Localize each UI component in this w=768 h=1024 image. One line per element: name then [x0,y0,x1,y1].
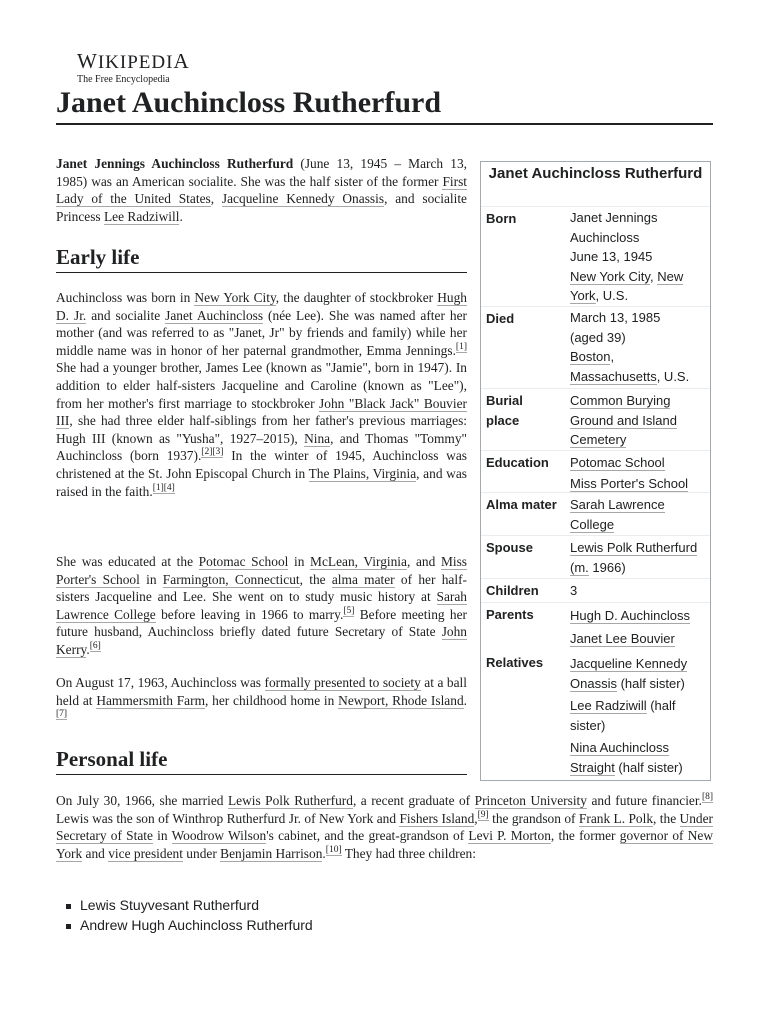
infobox-value [570,391,708,450]
infobox-label: Died [486,311,515,326]
infobox [480,161,711,781]
intro-text: , [210,191,222,207]
infobox-value [570,606,708,648]
link-miss-porters-school[interactable]: Miss Porter's School [570,475,689,491]
link-john-kerry[interactable]: John Kerry [56,624,467,657]
infobox-value [570,453,708,493]
logo-wordmark: WIKIPEDIA [77,49,190,73]
link-boston[interactable]: Boston [570,349,611,364]
link-farmington-connecticut[interactable]: Farmington, Connecticut [162,571,300,587]
personal-life-paragraph-1: On July 30, 1966, she married Lewis Polk Rutherfurd, a recent graduate of Princeton University and future financier.[8] Lewis was the son of Winthrop Rutherfurd Jr. of New York and Fishers Island,[9] the grandson of Frank L. Polk, the Under Secretary of State in Woodrow Wilson's cabinet, and the great-grandson of Levi P. Morton, the former governor of New York and vice president under Benjamin Harrison.[10] They had three children: [56,792,714,861]
link-massachusetts[interactable]: Massachusetts [570,368,657,384]
infobox-label: Alma mater [486,497,557,512]
died-age: (aged 39) [570,329,626,345]
subject-name: Janet Jennings Auchincloss Rutherfurd [56,156,294,171]
link-mclean-virginia[interactable]: McLean, Virginia [310,554,407,569]
infobox-value: 3 [570,583,578,598]
list-item: Andrew Hugh Auchincloss Rutherfurd [80,917,313,933]
link-frank-l-polk[interactable]: Frank L. Polk [578,810,654,826]
link-alma-mater[interactable]: alma mater [331,571,395,587]
section-divider [56,272,467,273]
infobox-value: March 13, 1985 (aged 39) Boston, Massachusetts, U.S. [570,308,708,386]
link-lee-radziwill[interactable]: Lee Radziwill [103,208,180,224]
ref-link[interactable]: [10] [325,844,342,855]
link-nina-auchincloss-straight[interactable]: Nina Auchincloss Straight [570,740,669,775]
link-nina[interactable]: Nina [304,430,331,446]
page-title: Janet Auchincloss Rutherfurd [56,86,442,119]
link-governor-of-new-york[interactable]: governor of New York [56,828,713,861]
infobox-value: Jacqueline Kennedy Onassis (half sister) Lee Radziwill (half sister) Nina Auchincloss Straight (half sister) [570,656,688,775]
link-married-abbr[interactable]: (m. [570,559,589,575]
link-miss-porters-school[interactable]: Miss Porter's School [56,554,467,587]
link-princeton-university[interactable]: Princeton University [474,793,587,808]
link-under-secretary-of-state[interactable]: Under Secretary of State [56,810,713,844]
infobox-row-children [481,578,710,598]
infobox-row-alma-mater [481,492,710,532]
section-heading-early-life: Early life [56,245,140,269]
infobox-row-spouse [481,535,710,575]
ref-link[interactable]: [7] [56,709,68,720]
infobox-row-parents [481,602,710,646]
link-lewis-polk-rutherfurd[interactable]: Lewis Polk Rutherfurd [227,793,353,808]
intro-text: . [179,208,183,224]
infobox-value: Lewis Polk Rutherfurd (m. 1966) [570,540,698,575]
link-levi-p-morton[interactable]: Levi P. Morton [468,828,551,844]
infobox-value: Janet Jennings Auchincloss June 13, 1945 New York City, New York, U.S. [570,208,708,306]
born-date: June 13, 1945 [570,249,653,264]
link-lewis-polk-rutherfurd[interactable]: Lewis Polk Rutherfurd [570,540,698,555]
link-potomac-school[interactable]: Potomac School [198,554,289,569]
logo-tagline: The Free Encyclopedia [77,74,170,85]
link-woodrow-wilson[interactable]: Woodrow Wilson [171,828,267,844]
infobox-title: Janet Auchincloss Rutherfurd [488,165,703,182]
ref-link[interactable]: [5] [343,605,355,616]
link-new-york-city[interactable]: New York City [194,290,276,305]
wikipedia-logo[interactable] [77,51,190,86]
link-fishers-island[interactable]: Fishers Island [399,810,475,826]
link-janet-lee-bouvier[interactable]: Janet Lee Bouvier [570,630,675,646]
children-list [80,895,313,935]
section-heading-personal-life: Personal life [56,747,168,771]
infobox-label: Children [486,583,539,598]
infobox-label: Education [486,455,549,470]
early-life-paragraph-1: Auchincloss was born in New York City, the daughter of stockbroker Hugh D. Jr. and socialite Janet Auchincloss (née Lee). She was named after her mother (and was referred to as "Janet, Jr" by friends and family) while her middle name was in honor of her paternal grandmother, Emma Jennings.[1] She had a younger brother, James Lee (known as "Jamie", born in 1947). In addition to elder half-sisters Jacqueline and Caroline (known as "Lee"), from her mother's first marriage to stockbroker John "Black Jack" Bouvier III, she had three elder half-siblings from her father's previous marriages: Hugh III (known as "Yusha", 1927–2015), Nina, and Thomas "Tommy" Auchincloss (born 1937).[2][3] In the winter of 1945, Auchincloss was christened at the St. John Episcopal Church in The Plains, Virginia, and was raised in the faith.[1][4] [56,290,468,499]
link-potomac-school[interactable]: Potomac School [570,455,665,470]
link-jacqueline-kennedy-onassis[interactable]: Jacqueline Kennedy Onassis [221,191,385,207]
link-new-york[interactable]: New York [570,268,684,303]
link-sarah-lawrence-college[interactable]: Sarah Lawrence College [56,589,467,622]
infobox-label: Spouse [486,540,533,555]
intro-text: (June 13, 1945 – March 13, 1985) was an American socialite. She was the half sister of the former [56,156,467,189]
link-formally-presented[interactable]: formally presented to society [264,675,421,690]
link-hammersmith-farm[interactable]: Hammersmith Farm [96,692,205,708]
infobox-label: Born [486,211,517,226]
infobox-value [570,495,708,534]
link-hugh-d-auchincloss[interactable]: Hugh D. Auchincloss [570,608,690,623]
link-new-york-city[interactable]: New York City [570,268,650,284]
ref-link[interactable]: [1] [455,341,467,352]
intro-text: , and socialite Princess [56,191,467,224]
link-vice-president[interactable]: vice president [108,845,183,861]
link-hugh-d-jr[interactable]: Hugh D. Jr. [56,290,467,323]
infobox-label: Parents [486,607,534,622]
list-item: Lewis Stuyvesant Rutherfurd [80,895,313,915]
infobox-row-education [481,450,710,491]
link-first-lady[interactable]: First Lady of the United States [56,173,467,207]
ref-link[interactable]: [8] [701,792,714,802]
ref-link[interactable]: [1][4] [152,482,175,493]
link-newport-rhode-island[interactable]: Newport, Rhode Island [338,692,464,708]
ref-link[interactable]: [6] [89,640,101,651]
ref-link[interactable]: [9] [477,809,489,820]
section-divider [56,774,467,775]
early-life-paragraph-3: On August 17, 1963, Auchincloss was formally presented to society at a ball held at Hammersmith Farm, her childhood home in Newport, Rhode Island.[7] [56,675,467,720]
link-black-jack-bouvier[interactable]: John "Black Jack" Bouvier III [56,395,467,429]
infobox-label: Burial place [486,393,523,428]
link-burial-place[interactable]: Common Burying Ground and Island Cemetery [570,393,677,447]
title-divider [56,123,713,125]
link-benjamin-harrison[interactable]: Benjamin Harrison [220,845,323,861]
ref-link[interactable]: [2][3] [201,447,224,458]
early-life-paragraph-2: She was educated at the Potomac School in McLean, Virginia, and Miss Porter's School in Farmington, Connecticut, the alma mater of her half-sisters Jacqueline and Lee. She went on to study music history at Sarah Lawrence College before leaving in 1966 to marry.[5] Before meeting her future husband, Auchincloss briefly dated future Secretary of State John Kerry.[6] [56,554,467,657]
intro-paragraph [56,155,467,225]
link-jacqueline-kennedy-onassis[interactable]: Jacqueline Kennedy Onassis [570,656,688,691]
link-lee-radziwill[interactable]: Lee Radziwill [570,698,647,713]
born-name: Janet Jennings Auchincloss [570,210,658,245]
link-the-plains-virginia[interactable]: The Plains, Virginia [308,465,417,481]
infobox-row-born [481,206,710,303]
link-janet-auchincloss[interactable]: Janet Auchincloss [165,307,264,323]
infobox-label: Relatives [486,655,544,670]
link-sarah-lawrence-college[interactable]: Sarah Lawrence College [570,497,665,532]
infobox-row-died [481,306,710,384]
infobox-row-burial [481,388,710,447]
died-date: March 13, 1985 [570,310,661,325]
